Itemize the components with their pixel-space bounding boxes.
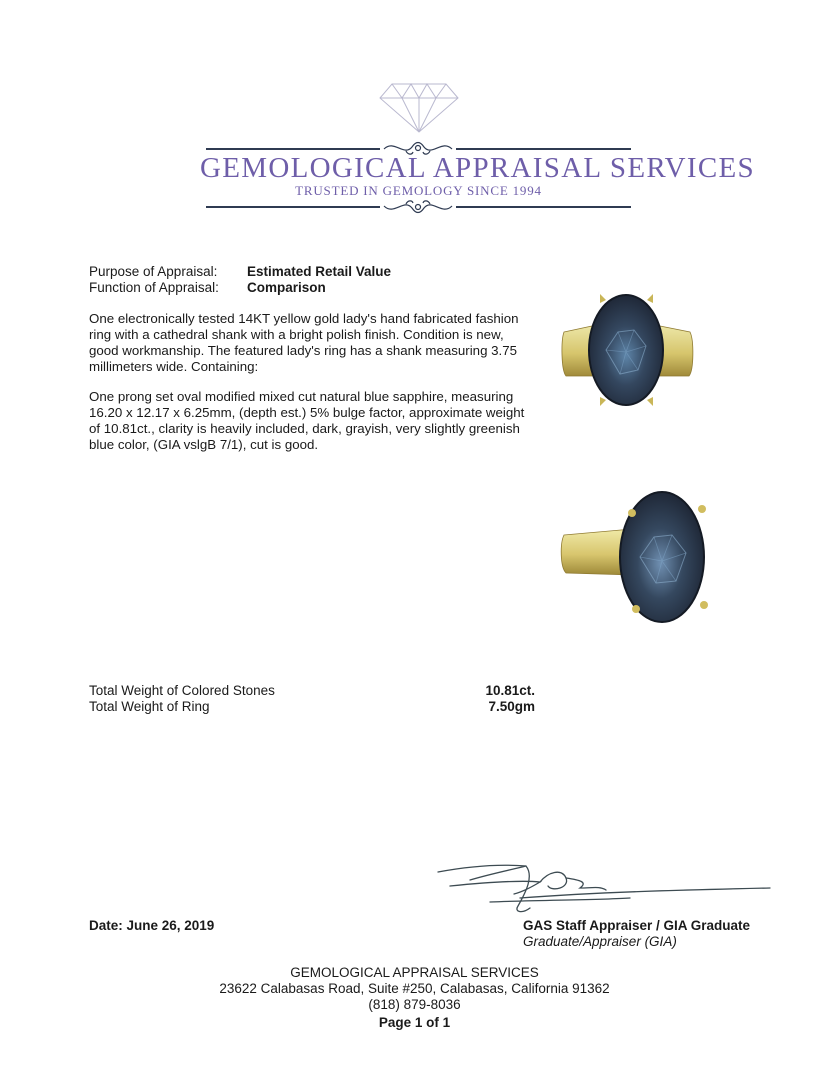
- total-ring-weight-label: Total Weight of Ring: [89, 699, 210, 714]
- diamond-icon: [378, 82, 460, 134]
- total-colored-stones-label: Total Weight of Colored Stones: [89, 683, 275, 698]
- appraiser-signature: [430, 858, 775, 920]
- ring-side-photo: [558, 487, 718, 627]
- appraisal-date: Date: June 26, 2019: [89, 918, 215, 933]
- purpose-value: Estimated Retail Value: [247, 264, 392, 279]
- appraiser-subtitle: Graduate/Appraiser (GIA): [523, 934, 677, 949]
- stone-description: One prong set oval modified mixed cut natural blue sapphire, measuring 16.20 x 12.17 x 6.25mm, (depth est.) 5% bulge factor, approximate weight of 10.81ct., clarity is heavily included, dark, grayish, very slightly greenish blue color, (GIA vslgB 7/1), cut is good.: [89, 389, 525, 452]
- company-name: GEMOLOGICAL APPRAISAL SERVICES: [200, 152, 755, 184]
- function-label: Function of Appraisal:: [89, 280, 219, 295]
- company-tagline: TRUSTED IN GEMOLOGY SINCE 1994: [295, 183, 542, 198]
- function-value: Comparison: [247, 280, 326, 295]
- swirl-ornament-bottom: [380, 196, 456, 220]
- ring-description: One electronically tested 14KT yellow gold lady's hand fabricated fashion ring with a cathedral shank with a bright polish finish. Condition is new, good workmanship. The featured lady's ring has a shank measuring 3.75 millimeters wide. Containing:: [89, 311, 519, 374]
- page-number: Page 1 of 1: [378, 1015, 451, 1030]
- footer-company: GEMOLOGICAL APPRAISAL SERVICES: [290, 965, 539, 980]
- ring-front-photo: [560, 280, 695, 420]
- total-colored-stones-value: 10.81ct.: [485, 683, 535, 698]
- total-ring-weight-value: 7.50gm: [488, 699, 535, 714]
- appraiser-title: GAS Staff Appraiser / GIA Graduate: [523, 918, 751, 933]
- footer-address: 23622 Calabasas Road, Suite #250, Calabasas, California 91362: [219, 981, 610, 996]
- footer-phone: (818) 879-8036: [368, 997, 461, 1012]
- purpose-label: Purpose of Appraisal:: [89, 264, 218, 279]
